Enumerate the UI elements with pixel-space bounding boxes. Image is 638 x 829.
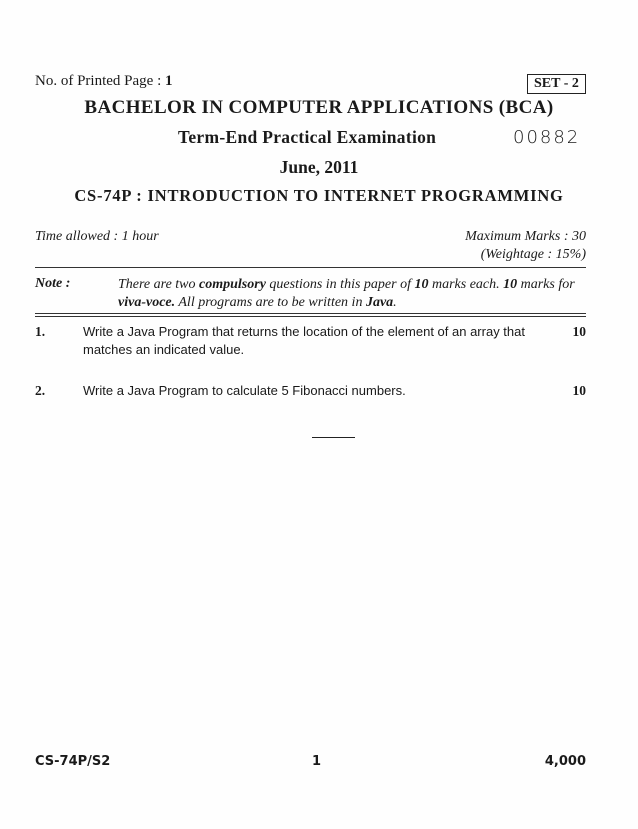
question-text: Write a Java Program that returns the location of the element of an array that matches an indicated value. [83,324,525,357]
paper-code: 00882 [513,127,581,148]
question-text: Write a Java Program to calculate 5 Fibonacci numbers. [83,383,406,398]
divider-bottom [35,313,586,314]
printed-pages-value: 1 [164,73,173,89]
exam-title: Term-End Practical Examination [178,127,437,147]
time-allowed: Time allowed : 1 hour [35,229,159,244]
program-title: BACHELOR IN COMPUTER APPLICATIONS (BCA) [84,97,554,118]
exam-date: June, 2011 [279,157,359,177]
course-title: CS-74P : INTRODUCTION TO INTERNET PROGRAMMING [74,186,564,205]
printed-pages [35,73,172,90]
printed-pages-label: No. of Printed Page : [35,73,165,89]
weightage: (Weightage : 15%) [480,247,586,262]
note-label: Note : [35,276,71,291]
divider-bottom-double [35,316,586,317]
divider-top [35,267,586,268]
question-marks: 10 [572,324,586,339]
maximum-marks: Maximum Marks : 30 [465,229,586,244]
question-number: 1. [35,324,46,339]
footer-copies: 4,000 [544,754,586,769]
footer-page-number: 1 [312,754,322,769]
note-text: There are two compulsory questions in this paper of 10 marks each. 10 marks for viva-voce. All programs are to be written in Java. [118,277,575,310]
end-of-paper-line [312,437,355,438]
question-marks: 10 [572,383,586,398]
footer-code: CS-74P/S2 [35,754,111,769]
set-badge: SET - 2 [527,74,586,94]
question-number: 2. [35,383,46,398]
